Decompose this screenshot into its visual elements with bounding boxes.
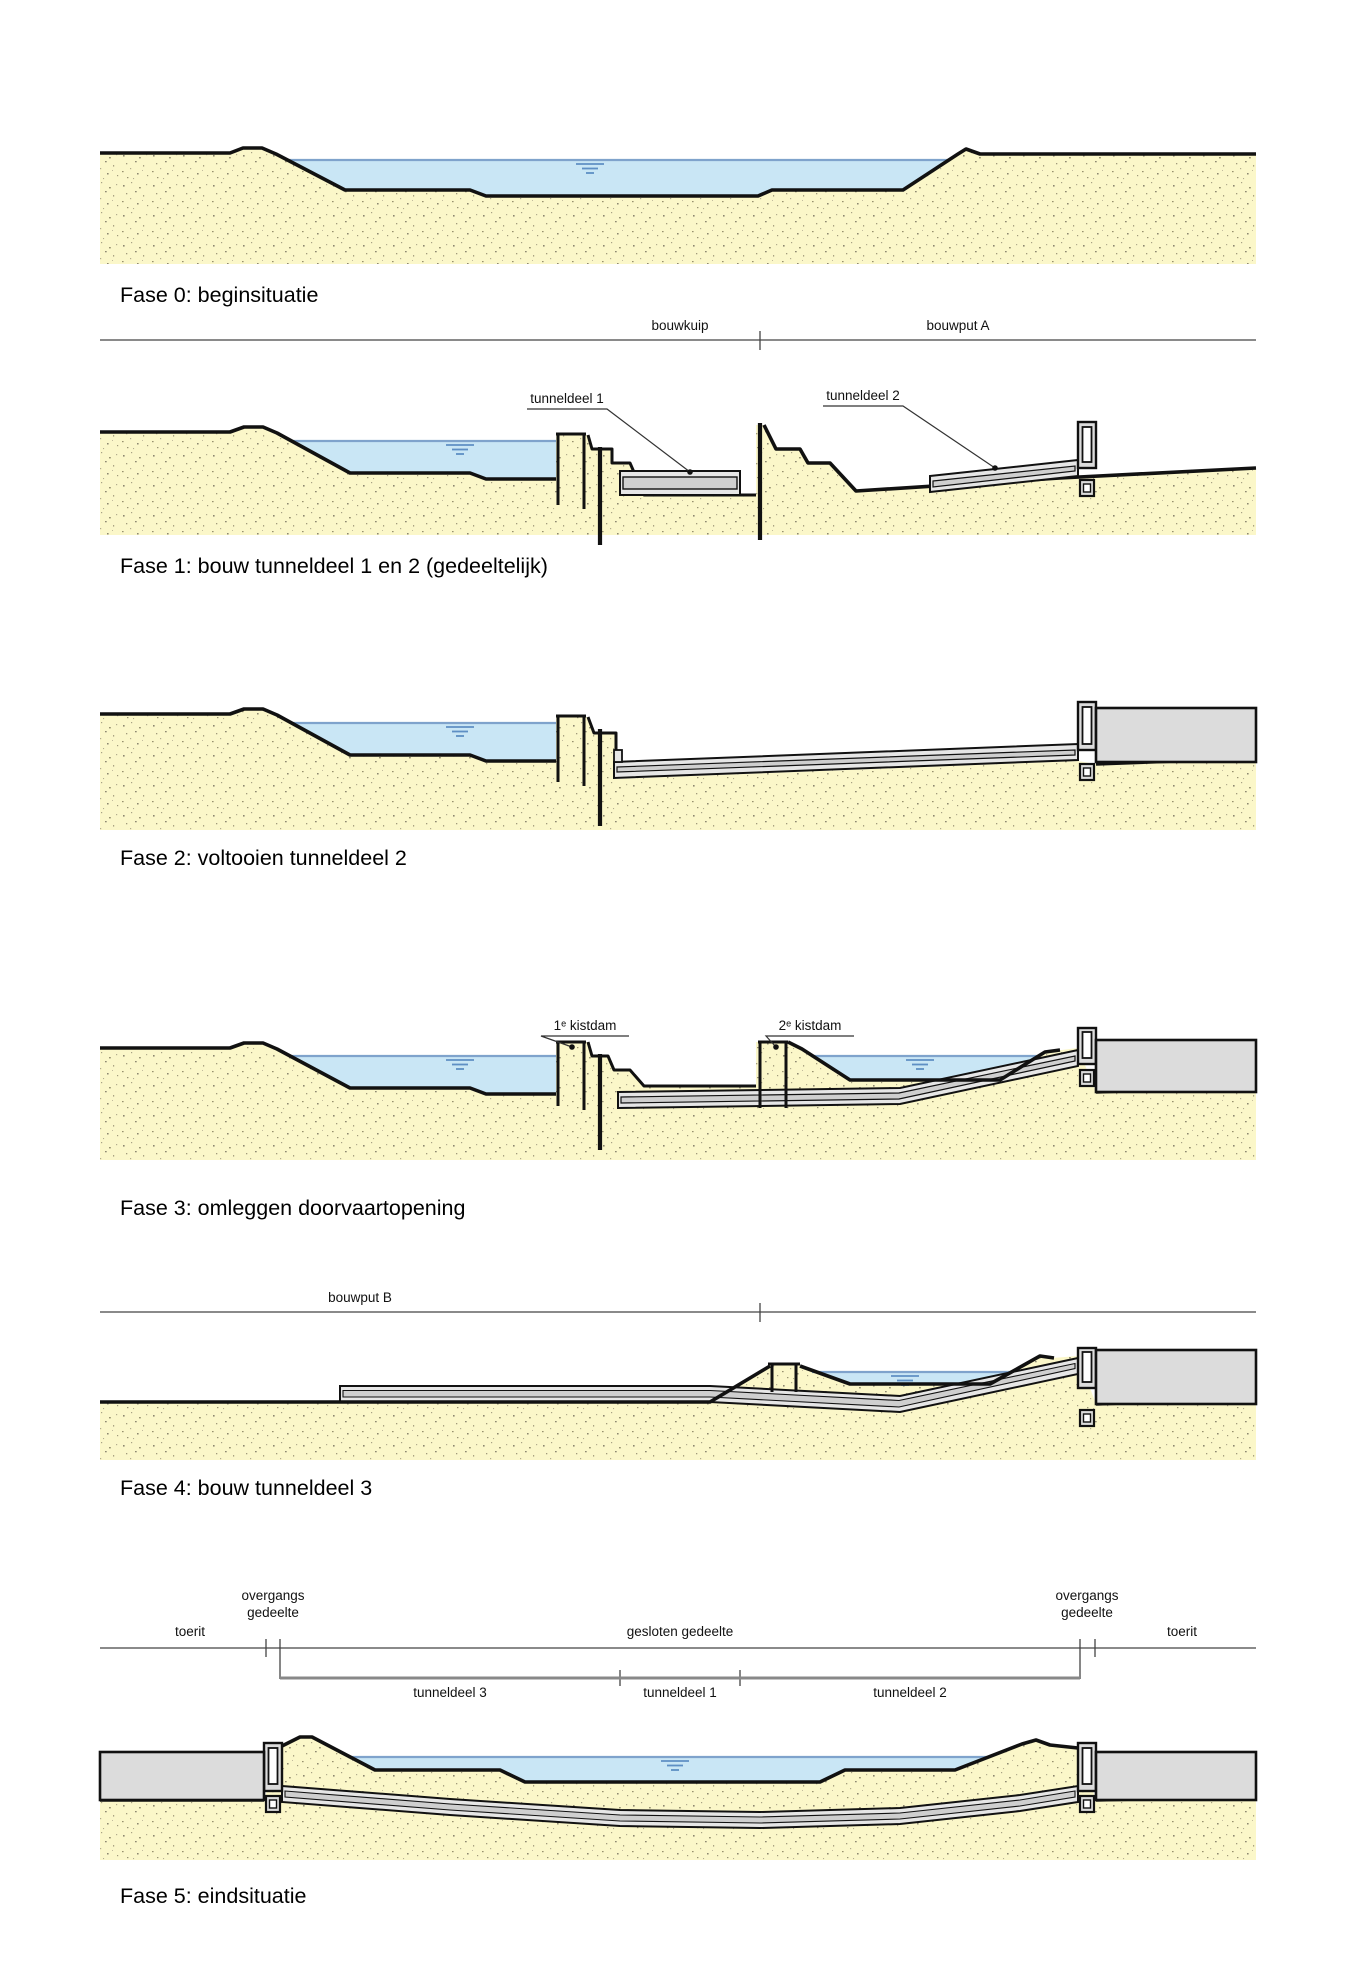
approach-structure-right bbox=[1096, 1350, 1256, 1404]
label-tunneldeel-1: tunneldeel 1 bbox=[530, 391, 604, 406]
tunnel-entrance-tower bbox=[1078, 1028, 1096, 1064]
label-seg-tunneldeel-3: tunneldeel 3 bbox=[413, 1685, 487, 1700]
tunnel-entrance-tower bbox=[1078, 422, 1096, 468]
label-kistdam-2: 2ᵉ kistdam bbox=[778, 1018, 842, 1033]
phase-3-title: Fase 3: omleggen doorvaartopening bbox=[120, 1196, 466, 1220]
phase-0-title: Fase 0: beginsituatie bbox=[120, 283, 319, 307]
label-overgangs-right: overgangs gedeelte bbox=[1055, 1588, 1119, 1620]
tunnel-anchor-foot bbox=[1080, 1070, 1094, 1086]
tunnel-anchor-foot bbox=[1080, 1410, 1094, 1426]
tunnel-entrance-tower-right bbox=[1078, 1743, 1096, 1791]
phase-1-title: Fase 1: bouw tunneldeel 1 en 2 (gedeeltelijk) bbox=[120, 554, 548, 578]
label-tunneldeel-2: tunneldeel 2 bbox=[826, 388, 900, 403]
tunnel-entrance-tower bbox=[1078, 1348, 1096, 1388]
phase-2-title: Fase 2: voltooien tunneldeel 2 bbox=[120, 846, 407, 870]
tunnel-entrance-tower-left bbox=[264, 1743, 282, 1791]
label-kistdam-1: 1ᵉ kistdam bbox=[553, 1018, 617, 1033]
leader-tunneldeel-2 bbox=[823, 406, 998, 471]
label-seg-tunneldeel-1: tunneldeel 1 bbox=[643, 1685, 717, 1700]
tunnel-anchor-foot bbox=[1080, 764, 1094, 780]
label-seg-tunneldeel-2: tunneldeel 2 bbox=[873, 1685, 947, 1700]
approach-structure-right bbox=[1096, 708, 1256, 762]
tunnel-anchor-foot bbox=[1080, 480, 1094, 496]
label-bouwput-b: bouwput B bbox=[328, 1290, 392, 1305]
phase-5-drawing bbox=[100, 1737, 1256, 1860]
label-bouwput-a: bouwput A bbox=[926, 318, 990, 333]
phase-4-drawing bbox=[100, 1348, 1256, 1460]
approach-structure-right bbox=[1096, 1752, 1256, 1800]
label-toerit-right: toerit bbox=[1166, 1624, 1198, 1639]
tunnel-anchor-foot-right bbox=[1080, 1796, 1094, 1812]
label-gesloten-gedeelte: gesloten gedeelte bbox=[626, 1624, 734, 1639]
phase-2-drawing bbox=[100, 702, 1256, 830]
approach-structure-left bbox=[100, 1752, 264, 1800]
phase-0-drawing bbox=[100, 148, 1256, 264]
approach-structure-right bbox=[1096, 1040, 1256, 1092]
label-overgangs-left: overgangs gedeelte bbox=[241, 1588, 305, 1620]
phase-4-dimension-row bbox=[100, 1303, 1256, 1322]
phase-4-title: Fase 4: bouw tunneldeel 3 bbox=[120, 1476, 373, 1500]
phase-3-drawing bbox=[100, 1028, 1256, 1160]
phase-5-title: Fase 5: eindsituatie bbox=[120, 1884, 307, 1908]
label-toerit-left: toerit bbox=[174, 1624, 206, 1639]
tunnel-element-1 bbox=[620, 471, 740, 495]
phase-5-dimension-rows bbox=[100, 1639, 1256, 1686]
label-bouwkuip: bouwkuip bbox=[651, 318, 709, 333]
tunnel-entrance-tower bbox=[1078, 702, 1096, 750]
tunnel-anchor-foot-left bbox=[266, 1796, 280, 1812]
phase-1-drawing bbox=[100, 406, 1256, 545]
